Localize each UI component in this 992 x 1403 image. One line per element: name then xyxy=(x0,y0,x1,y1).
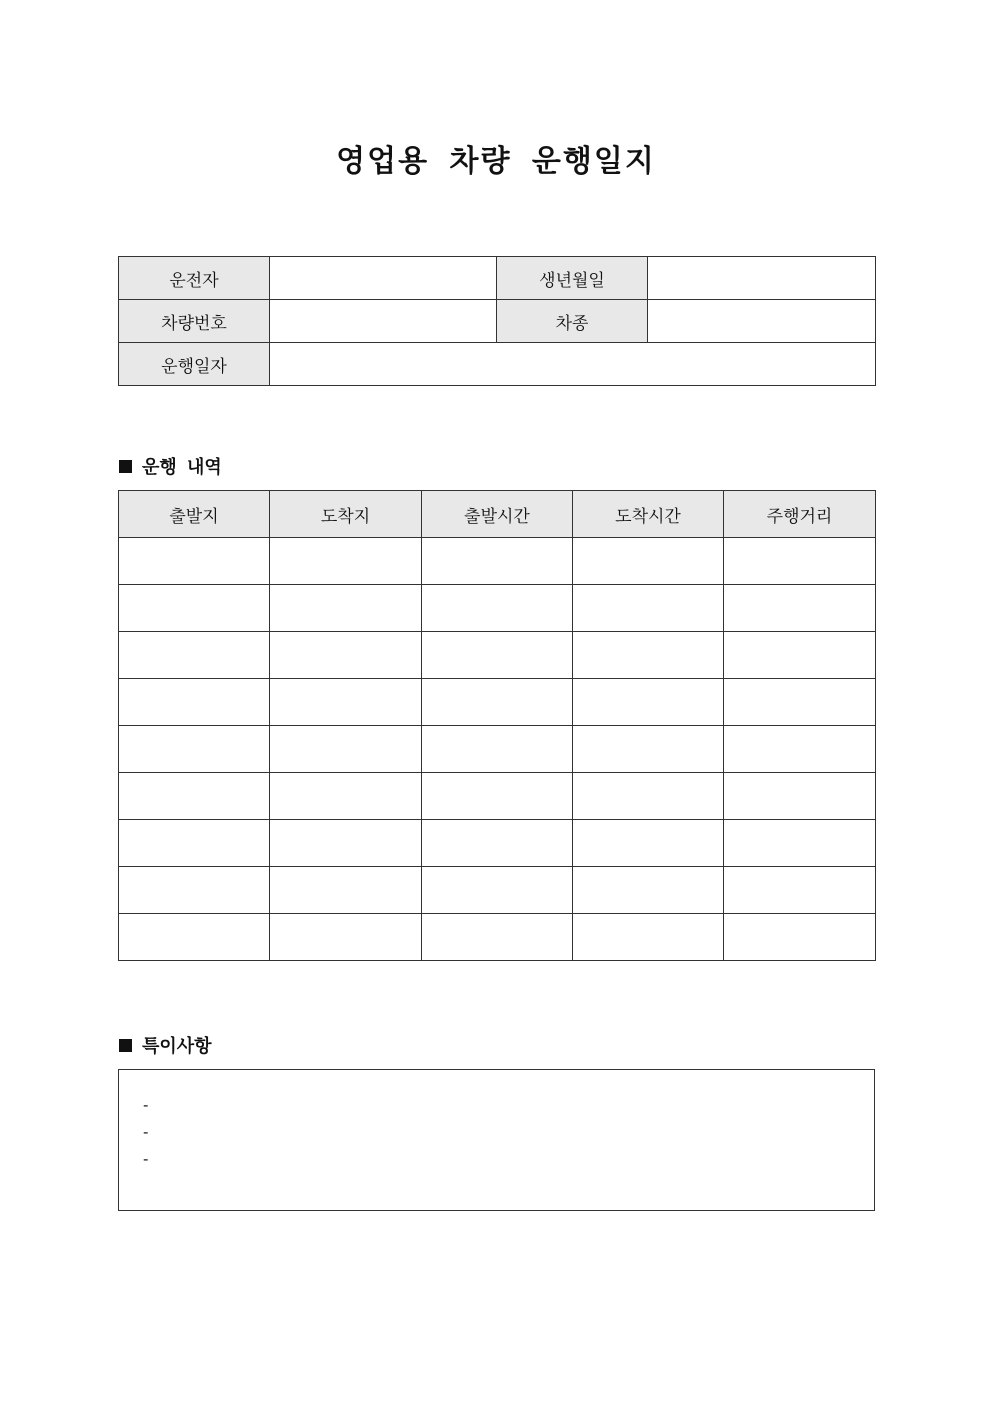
log-cell[interactable] xyxy=(119,867,270,914)
log-cell[interactable] xyxy=(422,538,573,585)
info-row-driver xyxy=(119,257,876,300)
trip-log-table xyxy=(118,490,876,961)
log-cell[interactable] xyxy=(724,632,876,679)
plate-number-field[interactable] xyxy=(270,300,497,343)
birth-date-label: 생년월일 xyxy=(497,257,648,300)
log-cell[interactable] xyxy=(724,679,876,726)
log-cell[interactable] xyxy=(573,538,724,585)
log-cell[interactable] xyxy=(422,585,573,632)
log-cell[interactable] xyxy=(270,679,422,726)
vehicle-model-label: 차종 xyxy=(497,300,648,343)
log-cell[interactable] xyxy=(422,679,573,726)
list-item: - xyxy=(143,1123,149,1141)
trip-date-field[interactable] xyxy=(270,343,876,386)
table-row xyxy=(119,867,876,914)
info-row-vehicle xyxy=(119,300,876,343)
log-cell[interactable] xyxy=(422,726,573,773)
log-cell[interactable] xyxy=(422,632,573,679)
log-cell[interactable] xyxy=(270,726,422,773)
log-cell[interactable] xyxy=(119,726,270,773)
trip-date-label: 운행일자 xyxy=(119,343,270,386)
log-cell[interactable] xyxy=(270,773,422,820)
table-row xyxy=(119,914,876,961)
log-cell[interactable] xyxy=(573,726,724,773)
log-cell[interactable] xyxy=(270,867,422,914)
column-header-departure: 출발지 xyxy=(119,491,270,538)
log-cell[interactable] xyxy=(422,867,573,914)
table-row xyxy=(119,726,876,773)
log-cell[interactable] xyxy=(724,726,876,773)
info-row-date xyxy=(119,343,876,386)
log-body xyxy=(119,538,876,961)
notes-heading-text: 특이사항 xyxy=(142,1036,212,1057)
log-cell[interactable] xyxy=(119,632,270,679)
table-row xyxy=(119,773,876,820)
log-cell[interactable] xyxy=(422,820,573,867)
notes-box[interactable] xyxy=(118,1069,875,1211)
log-cell[interactable] xyxy=(270,914,422,961)
log-cell[interactable] xyxy=(422,773,573,820)
table-row xyxy=(119,585,876,632)
plate-number-label: 차량번호 xyxy=(119,300,270,343)
table-row xyxy=(119,538,876,585)
log-cell[interactable] xyxy=(724,585,876,632)
column-header-departure-time: 출발시간 xyxy=(422,491,573,538)
log-header-row xyxy=(119,491,876,538)
log-cell[interactable] xyxy=(724,773,876,820)
driver-label: 운전자 xyxy=(119,257,270,300)
table-row xyxy=(119,632,876,679)
log-cell[interactable] xyxy=(119,914,270,961)
log-cell[interactable] xyxy=(119,679,270,726)
log-cell[interactable] xyxy=(270,820,422,867)
table-row xyxy=(119,679,876,726)
square-bullet-icon xyxy=(119,1039,132,1052)
table-row xyxy=(119,820,876,867)
log-cell[interactable] xyxy=(119,585,270,632)
log-cell[interactable] xyxy=(724,914,876,961)
log-cell[interactable] xyxy=(724,867,876,914)
log-cell[interactable] xyxy=(573,679,724,726)
log-heading-text: 운행 내역 xyxy=(142,457,222,478)
log-cell[interactable] xyxy=(573,867,724,914)
log-cell[interactable] xyxy=(270,632,422,679)
page-title: 영업용 차량 운행일지 xyxy=(336,144,656,179)
column-header-distance: 주행거리 xyxy=(724,491,876,538)
notes-list xyxy=(119,1070,874,1173)
log-cell[interactable] xyxy=(119,773,270,820)
log-cell[interactable] xyxy=(270,585,422,632)
log-cell[interactable] xyxy=(573,632,724,679)
vehicle-model-field[interactable] xyxy=(648,300,876,343)
notes-section-heading xyxy=(119,1032,212,1058)
log-cell[interactable] xyxy=(422,914,573,961)
driver-info-table xyxy=(118,256,876,386)
square-bullet-icon xyxy=(119,460,132,473)
driver-field[interactable] xyxy=(270,257,497,300)
list-item: - xyxy=(143,1150,149,1168)
log-cell[interactable] xyxy=(724,538,876,585)
log-section-heading xyxy=(119,453,222,479)
column-header-arrival: 도착지 xyxy=(270,491,422,538)
column-header-arrival-time: 도착시간 xyxy=(573,491,724,538)
log-cell[interactable] xyxy=(573,585,724,632)
log-cell[interactable] xyxy=(573,773,724,820)
birth-date-field[interactable] xyxy=(648,257,876,300)
log-cell[interactable] xyxy=(573,914,724,961)
log-cell[interactable] xyxy=(270,538,422,585)
log-cell[interactable] xyxy=(119,538,270,585)
log-cell[interactable] xyxy=(573,820,724,867)
log-cell[interactable] xyxy=(724,820,876,867)
list-item: - xyxy=(143,1096,149,1114)
log-cell[interactable] xyxy=(119,820,270,867)
